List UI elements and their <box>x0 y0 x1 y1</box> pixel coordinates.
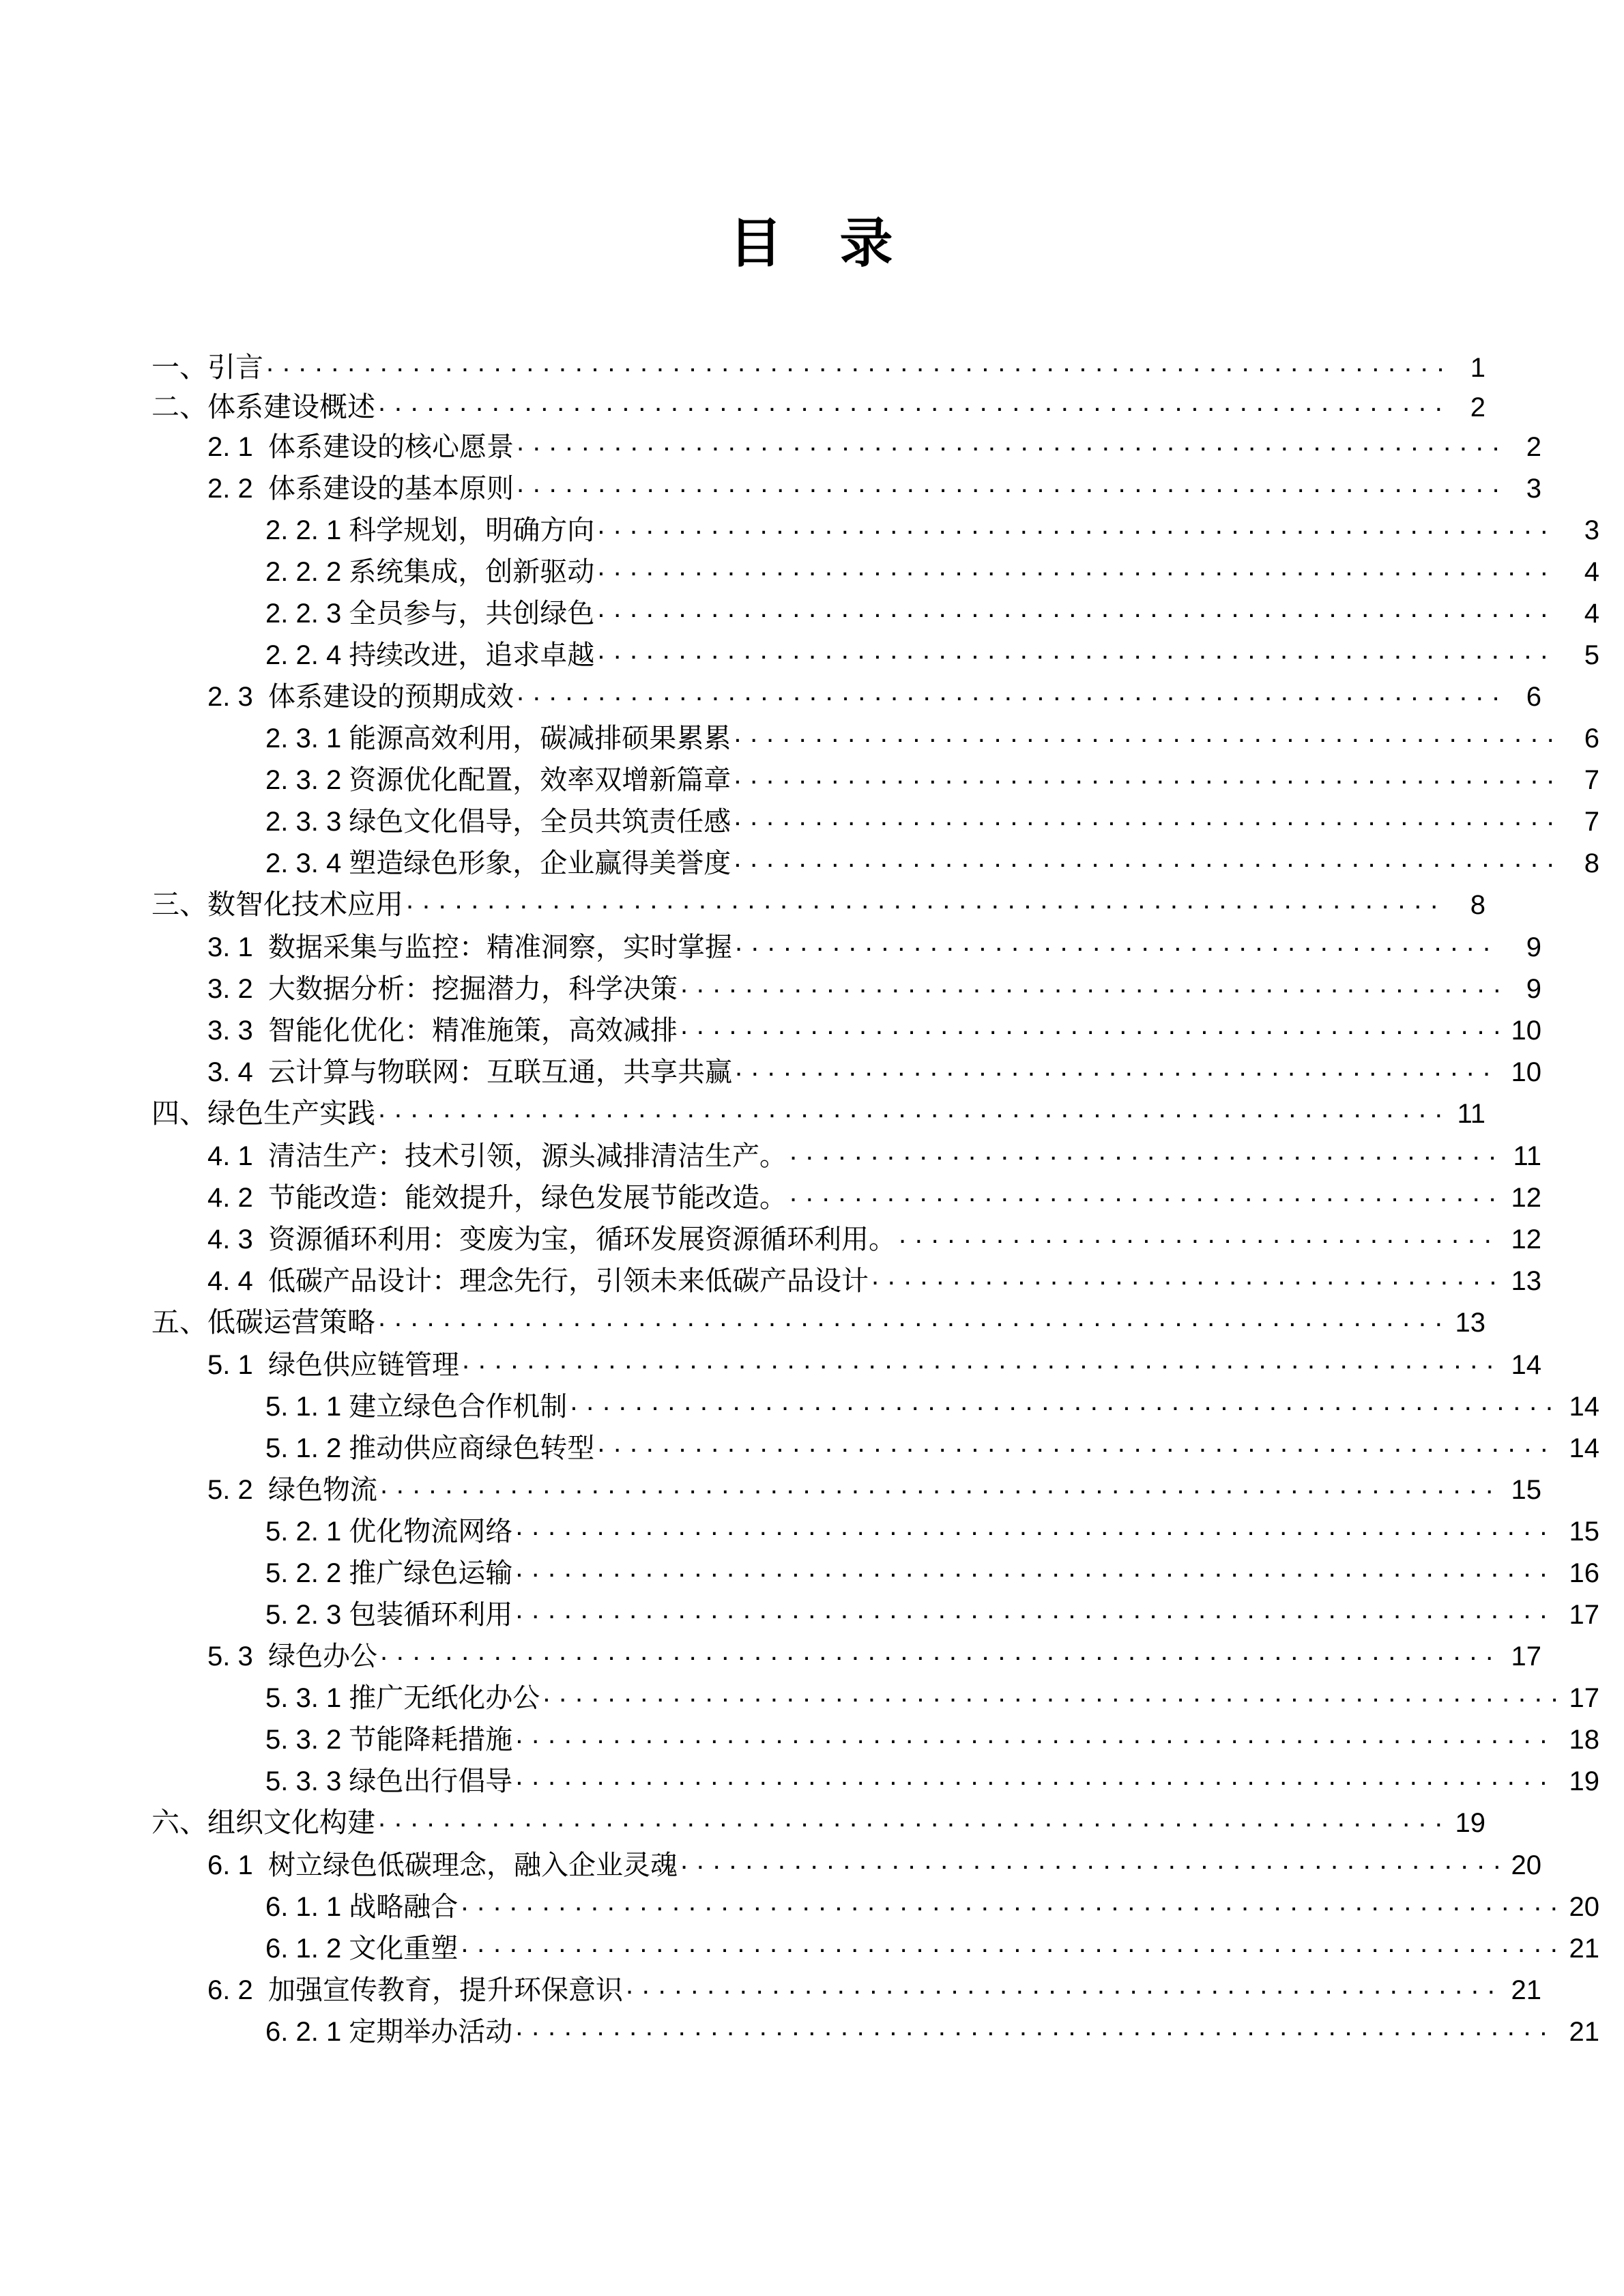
toc-dot-leader <box>680 1012 1499 1039</box>
toc-entry-label: 四、绿色生产实践 <box>151 1097 375 1129</box>
toc-entry[interactable] <box>265 720 1599 762</box>
toc-dot-leader <box>380 1638 1499 1665</box>
toc-entry-page-number: 17 <box>1569 1683 1599 1713</box>
toc-entry[interactable] <box>265 1596 1599 1638</box>
toc-entry-page-number: 7 <box>1584 807 1599 837</box>
toc-entry-page-number: 13 <box>1455 1308 1485 1338</box>
toc-dot-leader <box>542 1680 1557 1707</box>
toc-dot-leader <box>597 637 1557 664</box>
toc-entry[interactable] <box>265 762 1599 803</box>
toc-dot-leader <box>734 762 1557 789</box>
toc-entry-label: 4. 2 节能改造：能效提升，绿色发展节能改造。 <box>207 1183 787 1213</box>
toc-entry-label: 2. 3. 4 塑造绿色形象，企业赢得美誉度 <box>265 848 731 878</box>
toc-entry-label: 5. 1. 1 建立绿色合作机制 <box>265 1392 568 1422</box>
toc-entry-page-number: 15 <box>1569 1517 1599 1547</box>
toc-entry-page-number: 19 <box>1569 1766 1599 1796</box>
toc-entry[interactable] <box>151 389 1485 429</box>
toc-entry-label: 5. 2 绿色物流 <box>207 1475 377 1505</box>
toc-entry-page-number: 21 <box>1511 1975 1541 2005</box>
toc-entry-page-number: 20 <box>1511 1850 1541 1880</box>
toc-dot-leader <box>570 1388 1557 1416</box>
toc-entry-page-number: 3 <box>1526 474 1541 504</box>
toc-entry-page-number: 15 <box>1511 1475 1541 1505</box>
toc-dot-leader <box>515 1721 1557 1749</box>
toc-entry-page-number: 2 <box>1470 392 1485 422</box>
toc-entry[interactable] <box>207 1138 1541 1179</box>
toc-entry[interactable] <box>207 929 1541 971</box>
toc-entry-label: 2. 3 体系建设的预期成效 <box>207 682 514 712</box>
toc-dot-leader <box>734 720 1557 747</box>
toc-entry-label: 5. 2. 1 优化物流网络 <box>265 1517 513 1547</box>
toc-entry-label: 一、引言 <box>151 351 263 383</box>
toc-dot-leader <box>735 929 1499 956</box>
toc-entry-label: 6. 2. 1 定期举办活动 <box>265 2017 513 2047</box>
toc-dot-leader <box>734 845 1557 872</box>
toc-entry[interactable] <box>265 1513 1599 1555</box>
toc-entry-label: 5. 3. 1 推广无纸化办公 <box>265 1683 540 1713</box>
toc-dot-leader <box>597 595 1557 622</box>
toc-entry[interactable] <box>265 1930 1599 1972</box>
toc-entry[interactable] <box>265 1763 1599 1805</box>
toc-entry-label: 4. 4 低碳产品设计：理念先行，引领未来低碳产品设计 <box>207 1266 869 1296</box>
toc-entry-page-number: 14 <box>1511 1350 1541 1380</box>
toc-entry-label: 6. 1. 2 文化重塑 <box>265 1934 459 1964</box>
toc-entry-label: 5. 1. 2 推动供应商绿色转型 <box>265 1433 595 1463</box>
toc-dot-leader <box>680 971 1499 998</box>
toc-entry[interactable] <box>207 1638 1541 1680</box>
toc-entry-label: 3. 4 云计算与物联网：互联互通，共享共赢 <box>207 1057 732 1087</box>
toc-entry-page-number: 9 <box>1526 932 1541 962</box>
toc-entry-page-number: 11 <box>1513 1141 1541 1171</box>
toc-entry-label: 4. 1 清洁生产：技术引领，源头减排清洁生产。 <box>207 1141 787 1171</box>
toc-dot-leader <box>517 678 1499 706</box>
toc-entry[interactable] <box>151 1304 1485 1347</box>
toc-entry-label: 五、低碳运营策略 <box>151 1306 375 1338</box>
toc-entry[interactable] <box>207 1221 1541 1263</box>
toc-entry-page-number: 7 <box>1584 765 1599 795</box>
toc-entry-page-number: 3 <box>1584 515 1599 545</box>
toc-dot-leader <box>266 349 1443 377</box>
toc-entry-label: 六、组织文化构建 <box>151 1807 375 1838</box>
toc-dot-leader <box>597 1430 1557 1457</box>
toc-dot-leader <box>517 429 1499 456</box>
toc-entry[interactable] <box>265 803 1599 845</box>
toc-entry-label: 5. 3. 3 绿色出行倡导 <box>265 1766 513 1796</box>
toc-entry[interactable] <box>207 429 1541 470</box>
toc-dot-leader <box>515 2013 1557 2041</box>
toc-entry-page-number: 14 <box>1569 1433 1599 1463</box>
toc-dot-leader <box>871 1263 1499 1290</box>
toc-entry-page-number: 19 <box>1455 1808 1485 1838</box>
toc-entry[interactable] <box>265 1680 1599 1721</box>
toc-entry-page-number: 1 <box>1470 353 1485 383</box>
page-title: 目 录 <box>729 214 895 273</box>
toc-entry-page-number: 20 <box>1569 1892 1599 1922</box>
toc-entry[interactable] <box>151 887 1485 929</box>
toc-dot-leader <box>734 803 1557 831</box>
toc-entry-label: 5. 2. 3 包装循环利用 <box>265 1600 513 1630</box>
toc-entry-page-number: 13 <box>1511 1266 1541 1296</box>
toc-entry-label: 2. 2 体系建设的基本原则 <box>207 474 514 504</box>
toc-entry[interactable] <box>151 1095 1485 1138</box>
toc-dot-leader <box>515 1596 1557 1624</box>
toc-dot-leader <box>380 1472 1499 1499</box>
toc-entry[interactable] <box>207 470 1541 512</box>
toc-entry-label: 二、体系建设概述 <box>151 391 375 422</box>
toc-dot-leader <box>626 1972 1499 1999</box>
toc-entry-page-number: 8 <box>1470 890 1485 920</box>
toc-dot-leader <box>461 1889 1557 1916</box>
toc-entry-page-number: 4 <box>1584 557 1599 587</box>
toc-entry-page-number: 2 <box>1526 432 1541 462</box>
toc-entry-page-number: 8 <box>1584 848 1599 878</box>
toc-entry-page-number: 6 <box>1584 723 1599 754</box>
toc-entry-label: 3. 2 大数据分析：挖掘潜力，科学决策 <box>207 974 678 1004</box>
toc-entry[interactable] <box>265 1388 1599 1430</box>
toc-entry-label: 2. 2. 1 科学规划，明确方向 <box>265 515 595 545</box>
toc-entry[interactable] <box>207 1972 1541 2013</box>
toc-entry-page-number: 12 <box>1511 1183 1541 1213</box>
toc-entry-label: 2. 3. 3 绿色文化倡导，全员共筑责任感 <box>265 807 731 837</box>
toc-entry[interactable] <box>265 1889 1599 1930</box>
toc-entry-page-number: 4 <box>1584 599 1599 629</box>
toc-entry[interactable] <box>265 554 1599 595</box>
toc-dot-leader <box>378 1304 1443 1332</box>
toc-entry-label: 5. 1 绿色供应链管理 <box>207 1350 459 1380</box>
toc-entry[interactable] <box>151 1805 1485 1847</box>
toc-entry-label: 2. 1 体系建设的核心愿景 <box>207 432 514 462</box>
toc-entry[interactable] <box>207 1263 1541 1304</box>
toc-entry[interactable] <box>207 678 1541 720</box>
toc-entry-label: 2. 3. 1 能源高效利用，碳减排硕果累累 <box>265 723 731 754</box>
toc-dot-leader <box>899 1221 1499 1248</box>
toc-entry-page-number: 6 <box>1526 682 1541 712</box>
toc-entry-page-number: 16 <box>1569 1558 1599 1588</box>
toc-entry-label: 6. 1 树立绿色低碳理念，融入企业灵魂 <box>207 1850 678 1880</box>
toc-entry-label: 2. 2. 4 持续改进，追求卓越 <box>265 640 595 670</box>
toc-dot-leader <box>515 1513 1557 1540</box>
toc-entry-label: 3. 1 数据采集与监控：精准洞察，实时掌握 <box>207 932 732 962</box>
toc-entry-page-number: 5 <box>1584 640 1599 670</box>
toc-entry[interactable] <box>265 2013 1599 2055</box>
toc-entry-page-number: 18 <box>1569 1725 1599 1755</box>
toc-entry-label: 2. 2. 3 全员参与，共创绿色 <box>265 599 595 629</box>
toc-entry[interactable] <box>207 1347 1541 1388</box>
toc-entry[interactable] <box>207 1179 1541 1221</box>
toc-entry[interactable] <box>151 349 1485 389</box>
toc-entry-page-number: 11 <box>1457 1099 1485 1129</box>
toc-entry-label: 三、数智化技术应用 <box>151 889 403 920</box>
toc-dot-leader <box>517 470 1499 498</box>
toc-dot-leader <box>406 887 1443 914</box>
toc-dot-leader <box>378 1095 1443 1123</box>
table-of-contents <box>151 349 1599 2055</box>
toc-entry[interactable] <box>207 1472 1541 1513</box>
toc-entry[interactable] <box>265 512 1599 554</box>
toc-entry[interactable] <box>265 845 1599 887</box>
toc-entry-page-number: 10 <box>1511 1057 1541 1087</box>
toc-entry-label: 5. 2. 2 推广绿色运输 <box>265 1558 513 1588</box>
toc-entry[interactable] <box>265 595 1599 637</box>
toc-entry-page-number: 17 <box>1569 1600 1599 1630</box>
toc-entry[interactable] <box>207 1054 1541 1095</box>
toc-entry-label: 5. 3. 2 节能降耗措施 <box>265 1725 513 1755</box>
toc-dot-leader <box>789 1138 1499 1165</box>
toc-dot-leader <box>462 1347 1499 1374</box>
toc-entry-label: 6. 2 加强宣传教育，提升环保意识 <box>207 1975 623 2005</box>
toc-dot-leader <box>680 1847 1499 1874</box>
toc-entry-page-number: 21 <box>1569 1934 1599 1964</box>
toc-entry-label: 3. 3 智能化优化：精准施策，高效减排 <box>207 1016 678 1046</box>
toc-entry[interactable] <box>207 1012 1541 1054</box>
toc-dot-leader <box>515 1763 1557 1790</box>
toc-dot-leader <box>515 1555 1557 1582</box>
toc-entry[interactable] <box>265 1721 1599 1763</box>
toc-entry-page-number: 10 <box>1511 1016 1541 1046</box>
toc-entry-page-number: 21 <box>1569 2017 1599 2047</box>
toc-dot-leader <box>461 1930 1557 1957</box>
toc-entry[interactable] <box>207 1847 1541 1889</box>
toc-entry[interactable] <box>265 637 1599 678</box>
toc-dot-leader <box>378 389 1443 416</box>
toc-dot-leader <box>378 1805 1443 1832</box>
toc-entry-label: 2. 3. 2 资源优化配置，效率双增新篇章 <box>265 765 731 795</box>
toc-entry[interactable] <box>265 1430 1599 1472</box>
toc-entry-label: 2. 2. 2 系统集成，创新驱动 <box>265 557 595 587</box>
toc-entry[interactable] <box>265 1555 1599 1596</box>
toc-dot-leader <box>597 512 1557 539</box>
toc-entry-label: 4. 3 资源循环利用：变废为宝，循环发展资源循环利用。 <box>207 1224 896 1254</box>
toc-entry-label: 5. 3 绿色办公 <box>207 1641 377 1671</box>
toc-dot-leader <box>597 554 1557 581</box>
toc-dot-leader <box>789 1179 1499 1207</box>
toc-entry-label: 6. 1. 1 战略融合 <box>265 1892 459 1922</box>
toc-entry-page-number: 12 <box>1511 1224 1541 1254</box>
toc-dot-leader <box>735 1054 1499 1081</box>
toc-entry[interactable] <box>207 971 1541 1012</box>
toc-entry-page-number: 17 <box>1511 1641 1541 1671</box>
toc-entry-page-number: 9 <box>1526 974 1541 1004</box>
toc-entry-page-number: 14 <box>1569 1392 1599 1422</box>
